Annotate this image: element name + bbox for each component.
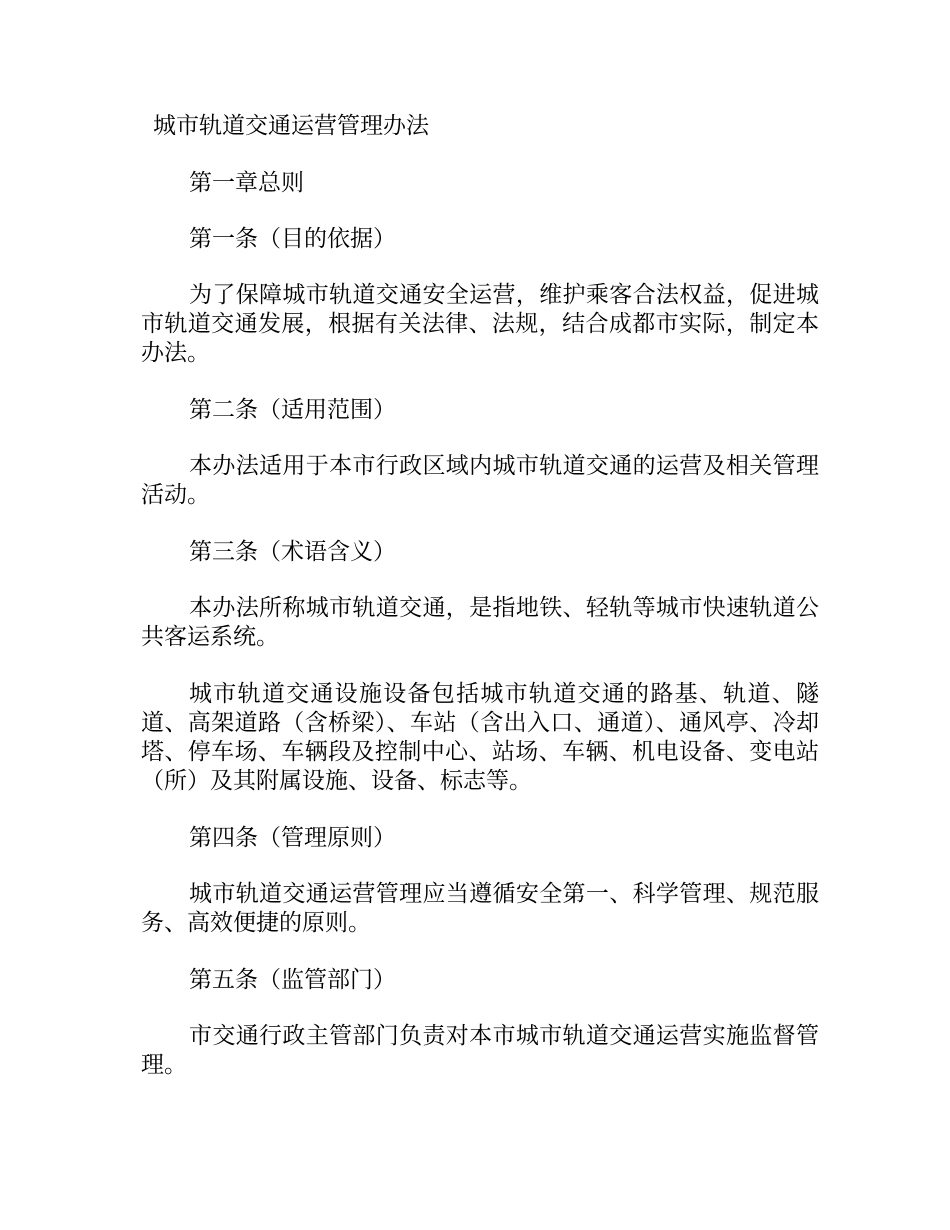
article-heading: 第三条（术语含义）: [189, 539, 396, 565]
article-paragraph: 本办法所称城市轨道交通，是指地铁、轻轨等城市快速轨道公共客运系统。: [141, 595, 819, 650]
article-paragraph: 本办法适用于本市行政区域内城市轨道交通的运营及相关管理活动。: [141, 453, 819, 508]
chapter-heading: 第一章总则: [189, 170, 304, 196]
article-paragraph: 城市轨道交通设施设备包括城市轨道交通的路基、轨道、隧道、高架道路（含桥梁）、车站（含出入口、通道）、通风亭、冷却塔、停车场、车辆段及控制中心、站场、车辆、机电设备、变电站（所）及其附属设施、设备、标志等。: [141, 681, 819, 794]
article-paragraph: 城市轨道交通运营管理应当遵循安全第一、科学管理、规范服务、高效便捷的原则。: [141, 881, 819, 936]
article-heading: 第四条（管理原则）: [189, 825, 396, 851]
article-heading: 第二条（适用范围）: [189, 397, 396, 423]
article-heading: 第五条（监管部门）: [189, 967, 396, 993]
article-paragraph: 为了保障城市轨道交通安全运营，维护乘客合法权益，促进城市轨道交通发展，根据有关法律、法规，结合成都市实际，制定本办法。: [141, 282, 819, 366]
document-title: 城市轨道交通运营管理办法: [153, 113, 429, 139]
article-paragraph: 市交通行政主管部门负责对本市城市轨道交通运营实施监督管理。: [141, 1023, 819, 1078]
article-heading: 第一条（目的依据）: [189, 226, 396, 252]
document-body: [141, 112, 819, 1108]
